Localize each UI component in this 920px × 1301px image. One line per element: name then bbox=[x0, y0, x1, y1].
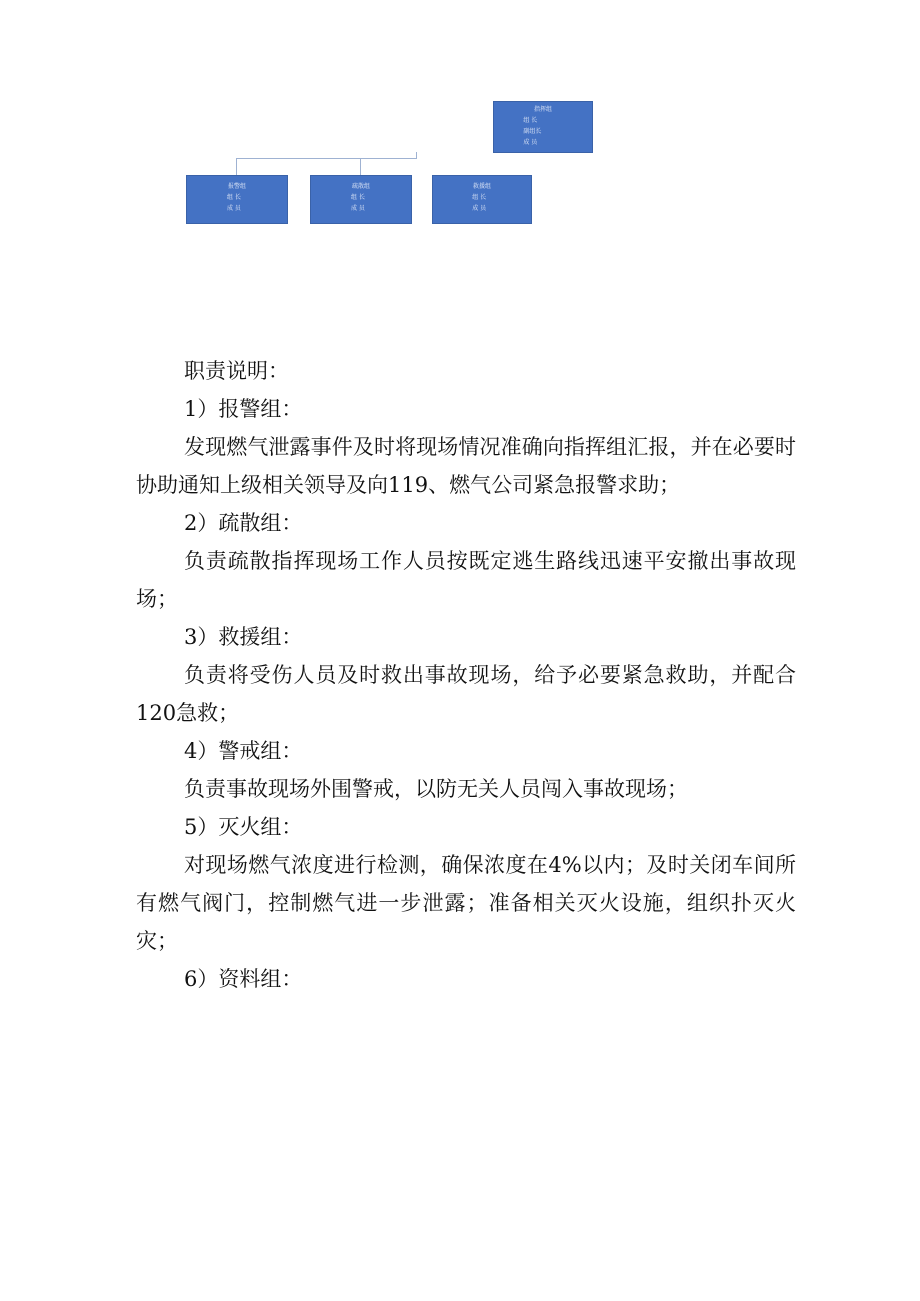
org-box-title: 救援组 bbox=[472, 183, 491, 190]
org-box-line: 组 长 bbox=[472, 194, 487, 201]
section-heading: 职责说明： bbox=[184, 359, 289, 383]
org-box-line: 成 员 bbox=[523, 139, 538, 146]
org-box-group-1 bbox=[186, 175, 288, 224]
org-box-title: 报警组 bbox=[227, 183, 246, 190]
org-box-command bbox=[493, 101, 593, 153]
org-box-line: 组 长 bbox=[523, 117, 538, 124]
document-body bbox=[136, 352, 796, 998]
section-body: 负责疏散指挥现场工作人员按既定逃生路线迅速平安撤出事故现场； bbox=[136, 549, 796, 611]
org-box-line: 成 员 bbox=[227, 205, 241, 212]
section-body: 负责事故现场外围警戒，以防无关人员闯入事故现场； bbox=[184, 777, 688, 801]
connector-line-2 bbox=[360, 158, 361, 175]
section-title: 5）灭火组： bbox=[184, 815, 303, 839]
section-title: 3）救援组： bbox=[184, 625, 303, 649]
org-box-line: 组 长 bbox=[227, 194, 241, 201]
section-title: 6）资料组： bbox=[184, 967, 303, 991]
connector-line-horizontal bbox=[236, 158, 417, 159]
org-box-line: 成 员 bbox=[351, 205, 365, 212]
section-title: 4）警戒组： bbox=[184, 739, 303, 763]
org-box-line: 组 长 bbox=[351, 194, 365, 201]
section-body: 发现燃气泄露事件及时将现场情况准确向指挥组汇报，并在必要时协助通知上级相关领导及向119、燃气公司紧急报警求助； bbox=[136, 435, 796, 497]
org-box-line: 副组长 bbox=[523, 128, 542, 135]
section-title: 1）报警组： bbox=[184, 397, 303, 421]
org-box-title: 指挥组 bbox=[533, 106, 552, 113]
section-title: 2）疏散组： bbox=[184, 511, 303, 535]
org-box-group-3 bbox=[432, 175, 532, 224]
section-body: 对现场燃气浓度进行检测，确保浓度在4%以内；及时关闭车间所有燃气阀门，控制燃气进一步泄露；准备相关灭火设施，组织扑灭火灾； bbox=[136, 853, 796, 953]
connector-line-1 bbox=[236, 158, 237, 175]
org-box-title: 疏散组 bbox=[351, 183, 370, 190]
section-body: 负责将受伤人员及时救出事故现场，给予必要紧急救助，并配合120急救； bbox=[136, 663, 796, 725]
connector-line-3 bbox=[416, 152, 417, 159]
org-box-group-2 bbox=[310, 175, 412, 224]
org-box-line: 成 员 bbox=[472, 205, 487, 212]
